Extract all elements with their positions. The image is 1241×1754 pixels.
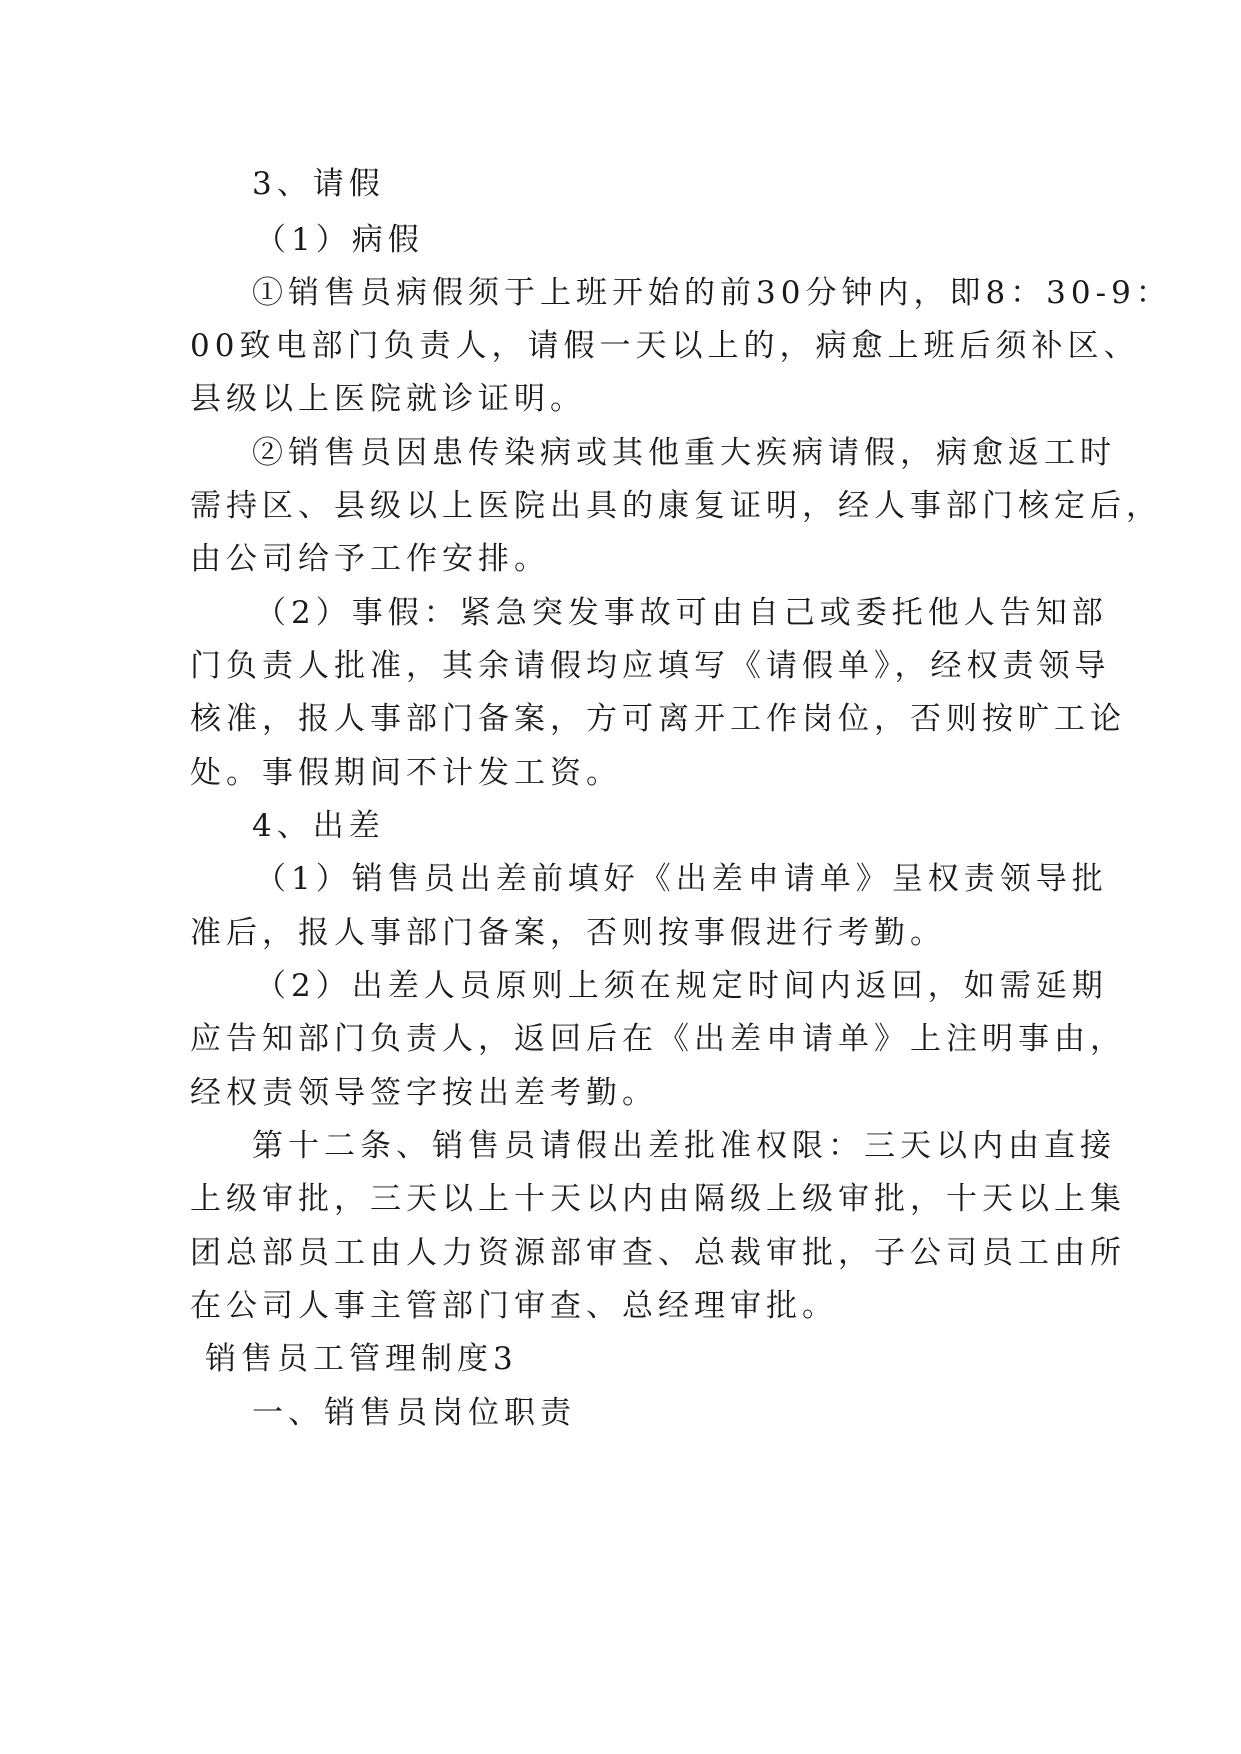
heading-business-trip: 4、出差 — [252, 808, 385, 844]
paragraph-line: （2）出差人员原则上须在规定时间内返回，如需延期 — [255, 968, 1108, 1004]
paragraph-line: 团总部员工由人力资源部审查、总裁审批，子公司员工由所 — [190, 1235, 1126, 1271]
heading-job-duties: 一、销售员岗位职责 — [252, 1395, 576, 1431]
paragraph-line: 上级审批，三天以上十天以内由隔级上级审批，十天以上集 — [190, 1181, 1126, 1217]
heading-leave: 3、请假 — [252, 166, 385, 202]
paragraph-line: 经权责领导签字按出差考勤。 — [190, 1075, 658, 1111]
paragraph-line: （1）销售员出差前填好《出差申请单》呈权责领导批 — [255, 861, 1108, 897]
paragraph-line: 在公司人事主管部门审查、总经理审批。 — [190, 1288, 838, 1324]
paragraph-line: 准后，报人事部门备案，否则按事假进行考勤。 — [190, 915, 946, 951]
paragraph-line: 门负责人批准，其余请假均应填写《请假单》，经权责领导 — [190, 648, 1111, 684]
paragraph-line: ①销售员病假须于上班开始的前30分钟内，即8：30-9： — [252, 275, 1172, 311]
paragraph-line: ②销售员因患传染病或其他重大疾病请假，病愈返工时 — [252, 435, 1116, 471]
section-title: 销售员工管理制度3 — [205, 1341, 518, 1377]
paragraph-line: 由公司给予工作安排。 — [190, 541, 550, 577]
paragraph-line: 00致电部门负责人，请假一天以上的，病愈上班后须补区、 — [190, 328, 1140, 364]
paragraph-line: 核准，报人事部门备案，方可离开工作岗位，否则按旷工论 — [190, 701, 1126, 737]
paragraph-line: 需持区、县级以上医院出具的康复证明，经人事部门核定后， — [190, 488, 1162, 524]
paragraph-line: （2）事假：紧急突发事故可由自己或委托他人告知部 — [255, 595, 1108, 631]
paragraph-line: 第十二条、销售员请假出差批准权限：三天以内由直接 — [252, 1128, 1116, 1164]
paragraph-line: 县级以上医院就诊证明。 — [190, 381, 586, 417]
paragraph-line: 处。事假期间不计发工资。 — [190, 755, 622, 791]
paragraph-line: 应告知部门负责人，返回后在《出差申请单》上注明事由， — [190, 1021, 1126, 1057]
subheading-sick-leave: （1）病假 — [255, 222, 424, 258]
